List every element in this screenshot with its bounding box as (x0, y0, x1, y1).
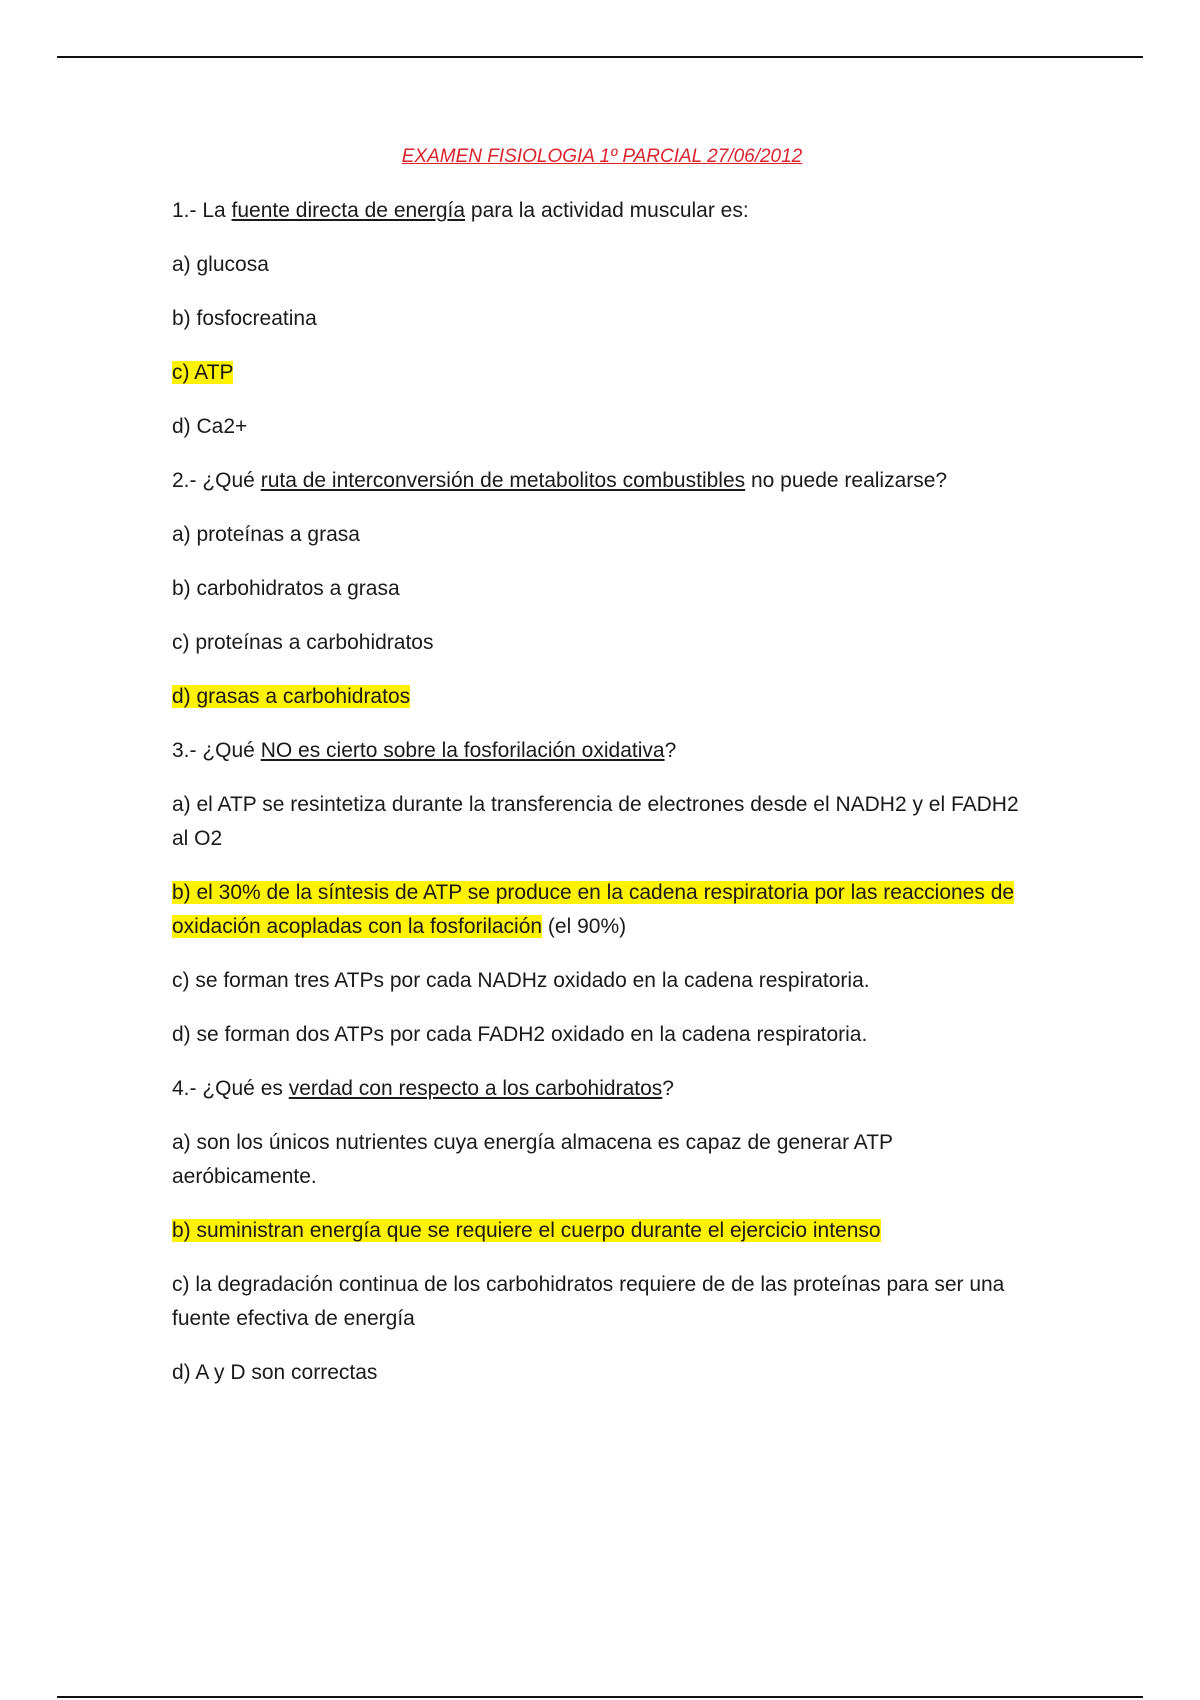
question-4 (172, 1072, 1032, 1390)
option-4d: d) A y D son correctas (172, 1361, 378, 1384)
top-rule (57, 56, 1143, 58)
option-2b: b) carbohidratos a grasa (172, 577, 400, 600)
exam-title: EXAMEN FISIOLOGIA 1º PARCIAL 27/06/2012 (401, 146, 803, 167)
option-1c-correct (172, 356, 1032, 390)
highlighted-answer: d) grasas a carbohidratos (172, 685, 411, 708)
question-3-text: 3.- ¿Qué NO es cierto sobre la fosforilación oxidativa? (172, 739, 677, 762)
option-4b-correct (172, 1214, 1032, 1248)
question-1-text: 1.- La fuente directa de energía para la actividad muscular es: (172, 199, 749, 222)
option-1b: b) fosfocreatina (172, 307, 317, 330)
option-1d: d) Ca2+ (172, 415, 248, 438)
option-2d-correct (172, 680, 1032, 714)
question-2-underlined: ruta de interconversión de metabolitos combustibles (260, 469, 746, 492)
question-4-underlined: verdad con respecto a los carbohidratos (288, 1077, 663, 1100)
option-2a: a) proteínas a grasa (172, 523, 360, 546)
question-4-text: 4.- ¿Qué es verdad con respecto a los carbohidratos? (172, 1077, 674, 1100)
exam-document (172, 140, 1032, 1410)
option-4a: a) son los únicos nutrientes cuya energía almacena es capaz de generar ATP aeróbicamente. (172, 1131, 893, 1188)
question-1 (172, 194, 1032, 444)
option-3c: c) se forman tres ATPs por cada NADHz oxidado en la cadena respiratoria. (172, 969, 870, 992)
question-3 (172, 734, 1032, 1052)
question-1-underlined: fuente directa de energía (231, 199, 466, 222)
highlighted-answer: b) suministran energía que se requiere el cuerpo durante el ejercicio intenso (172, 1219, 881, 1242)
option-3b-correct (172, 876, 1032, 944)
option-3a: a) el ATP se resintetiza durante la transferencia de electrones desde el NADH2 y el FADH2 al O2 (172, 793, 1019, 850)
question-2 (172, 464, 1032, 714)
option-2c: c) proteínas a carbohidratos (172, 631, 434, 654)
question-3-underlined: NO es cierto sobre la fosforilación oxidativa (260, 739, 665, 762)
question-2-text: 2.- ¿Qué ruta de interconversión de metabolitos combustibles no puede realizarse? (172, 469, 948, 492)
highlighted-answer: b) el 30% de la síntesis de ATP se produce en la cadena respiratoria por las reacciones de oxidación acopladas con la fosforilación (172, 881, 1015, 938)
highlighted-answer: c) ATP (172, 361, 234, 384)
option-1a: a) glucosa (172, 253, 269, 276)
option-4c: c) la degradación continua de los carbohidratos requiere de de las proteínas para ser una fuente efectiva de energía (172, 1273, 1005, 1330)
answer-note: (el 90%) (542, 915, 627, 938)
option-3d: d) se forman dos ATPs por cada FADH2 oxidado en la cadena respiratoria. (172, 1023, 868, 1046)
bottom-rule (57, 1696, 1143, 1698)
